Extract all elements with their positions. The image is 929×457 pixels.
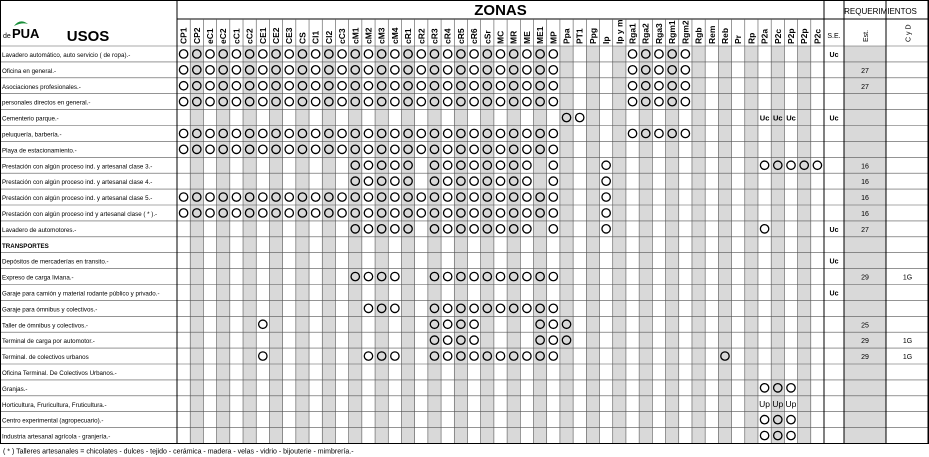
- logo-prefix: de: [3, 33, 11, 40]
- zone-header: Ip: [601, 36, 612, 44]
- zone-header: cM1: [350, 27, 361, 44]
- row-label: personales directos en general.-: [2, 99, 91, 107]
- column-shade: [613, 46, 626, 444]
- requerimientos-label: REQUERIMIENTOS: [844, 7, 917, 16]
- zone-header: P2c: [812, 28, 823, 44]
- se-value: Uc: [829, 115, 839, 123]
- row-label: Granjas.-: [2, 385, 28, 393]
- logo-text: PUA: [12, 26, 40, 41]
- row-label: Expreso de carga liviana.-: [2, 274, 74, 282]
- est-value: 16: [861, 195, 869, 203]
- se-header: S.E.: [827, 33, 841, 40]
- column-shade: [718, 46, 731, 444]
- row-label: Playa de estacionamiento.-: [2, 147, 77, 155]
- row-label: Terminal de carga por automotor.-: [2, 338, 95, 346]
- conditional-mark: Uc: [786, 113, 796, 123]
- row-label: Taller de ómnibus y colectivos.-: [2, 322, 88, 330]
- conditional-mark: Up: [785, 398, 797, 409]
- row-label: Oficina en general.-: [2, 67, 56, 75]
- row-label: Asociaciones profesionales.-: [2, 83, 81, 91]
- zone-header: Ppa: [561, 28, 572, 44]
- zone-header: cC1: [231, 28, 242, 44]
- row-label: Garaje para camión y material rodante público y privado.-: [2, 290, 160, 298]
- zone-header: cR5: [455, 28, 466, 44]
- zone-header: Rga1: [627, 23, 638, 44]
- zone-header: MR: [508, 30, 519, 44]
- zone-header: Rgm1: [667, 20, 678, 44]
- zone-header: cR6: [469, 28, 480, 44]
- row-label: Prestación con algún proceso ind. y artesanal clase 3.-: [2, 163, 153, 171]
- se-value: Uc: [829, 290, 839, 298]
- est-value: 16: [861, 210, 869, 218]
- se-value: Uc: [829, 258, 839, 266]
- zone-header: Rem: [706, 25, 717, 44]
- conditional-mark: Uc: [772, 113, 783, 123]
- zone-header: P2p: [799, 28, 810, 44]
- row-label: TRANSPORTES: [2, 242, 49, 250]
- zone-header: Rgm2: [680, 20, 691, 44]
- conditional-mark: Up: [759, 398, 771, 409]
- conditional-mark: Up: [772, 398, 784, 409]
- cyd-value: 1G: [902, 354, 913, 362]
- zone-header: P2c: [772, 28, 783, 44]
- conditional-mark: Uc: [759, 113, 770, 123]
- zone-header: cM2: [363, 27, 374, 44]
- zone-header: eC1: [205, 28, 216, 44]
- zone-header: Cl1: [310, 30, 321, 44]
- zone-header: P2a: [759, 28, 770, 44]
- zone-header: cC2: [244, 28, 255, 44]
- zone-header: cR1: [403, 28, 414, 44]
- row-label: Terminal. de colectivos urbanos: [2, 354, 89, 362]
- footnote: ( * ) Talleres artesanales = chicolates - dulces - tejido - cerámica - madera - velas - vidrio - bijouterie - mimbrería.-: [3, 448, 354, 456]
- row-label: Oficina Terminal. De Colectivos Urbanos.-: [2, 369, 117, 377]
- est-value: 27: [861, 226, 869, 234]
- se-value: Uc: [829, 226, 839, 234]
- zone-header: cM3: [376, 27, 387, 44]
- zone-header: Reb: [719, 27, 730, 44]
- se-value: Uc: [829, 51, 839, 59]
- row-label: Depósitos de mercaderías en transito.-: [2, 258, 109, 266]
- zone-header: cR4: [442, 28, 453, 44]
- zone-header: CE3: [284, 27, 295, 44]
- zone-header: Ip y m: [614, 19, 625, 44]
- row-label: Prestación con algún proceso ind. y artesanal clase 4.-: [2, 179, 153, 187]
- zone-header: Rga3: [653, 23, 664, 44]
- row-label: Lavadero de automotores.-: [2, 226, 77, 234]
- zone-header: Ppg: [587, 27, 598, 44]
- zone-header: Pr: [733, 35, 744, 44]
- zone-header: cC3: [337, 28, 348, 44]
- est-value: 16: [861, 163, 869, 171]
- row-label: Garaje para ómnibus y colectivos.-: [2, 306, 98, 314]
- zone-header: CP1: [178, 27, 189, 44]
- zone-header: cR2: [416, 28, 427, 44]
- row-label: Prestación con algún proceso ind. y artesanal clase 5.-: [2, 195, 153, 203]
- usos-label: USOS: [66, 28, 110, 45]
- row-label: Cementerio parque.-: [2, 115, 59, 123]
- zone-header: Rp: [746, 32, 757, 44]
- column-shade: [745, 46, 758, 444]
- zone-header: ME: [521, 31, 532, 44]
- row-label: Prestación con algún proceso ind y artesanal clase ( * ).-: [2, 210, 158, 218]
- zonas-title: ZONAS: [474, 2, 527, 19]
- column-shade: [692, 46, 705, 444]
- zone-header: Rgb: [693, 27, 704, 44]
- row-label: Lavadero automático, auto servicio ( de ropa).-: [2, 51, 131, 59]
- est-value: 16: [861, 179, 869, 187]
- zone-header: MC: [495, 30, 506, 44]
- row-label: Horticultura, Fruricultura, Fruticultura.-: [2, 401, 107, 409]
- est-value: 25: [861, 322, 869, 330]
- zone-header: Rga2: [640, 23, 651, 44]
- est-value: 29: [861, 354, 869, 362]
- zone-header: ME1: [535, 26, 546, 44]
- zone-header: CS: [297, 32, 308, 44]
- est-value: 29: [861, 274, 869, 282]
- cyd-value: 1G: [902, 274, 913, 282]
- row-label: Centro experimental (agropecuario).-: [2, 417, 104, 425]
- column-shade: [560, 46, 573, 444]
- cyd-header: C y D: [905, 24, 913, 42]
- zone-header: CE1: [257, 27, 268, 44]
- zone-header: Cl2: [323, 30, 334, 44]
- zone-header: MP: [548, 31, 559, 44]
- row-label: Industria artesanal agrícola - granjería.-: [2, 433, 111, 441]
- column-shade: [844, 46, 886, 444]
- zone-header: cR3: [429, 28, 440, 44]
- zone-header: CE2: [271, 27, 282, 44]
- est-value: 29: [861, 338, 869, 346]
- zone-header: P2p: [785, 28, 796, 44]
- cyd-value: 1G: [902, 338, 913, 346]
- est-value: 27: [861, 83, 869, 91]
- zone-header: CP2: [191, 27, 202, 44]
- column-shade: [586, 46, 599, 444]
- zone-header: PT1: [574, 28, 585, 44]
- row-label: peluquería, barbería.-: [2, 131, 62, 139]
- zone-header: cSr: [482, 30, 493, 44]
- column-shade: [798, 46, 811, 444]
- est-header: Est.: [863, 29, 870, 42]
- zone-header: eC2: [218, 28, 229, 44]
- est-value: 27: [861, 67, 869, 75]
- zone-header: cM4: [389, 27, 400, 44]
